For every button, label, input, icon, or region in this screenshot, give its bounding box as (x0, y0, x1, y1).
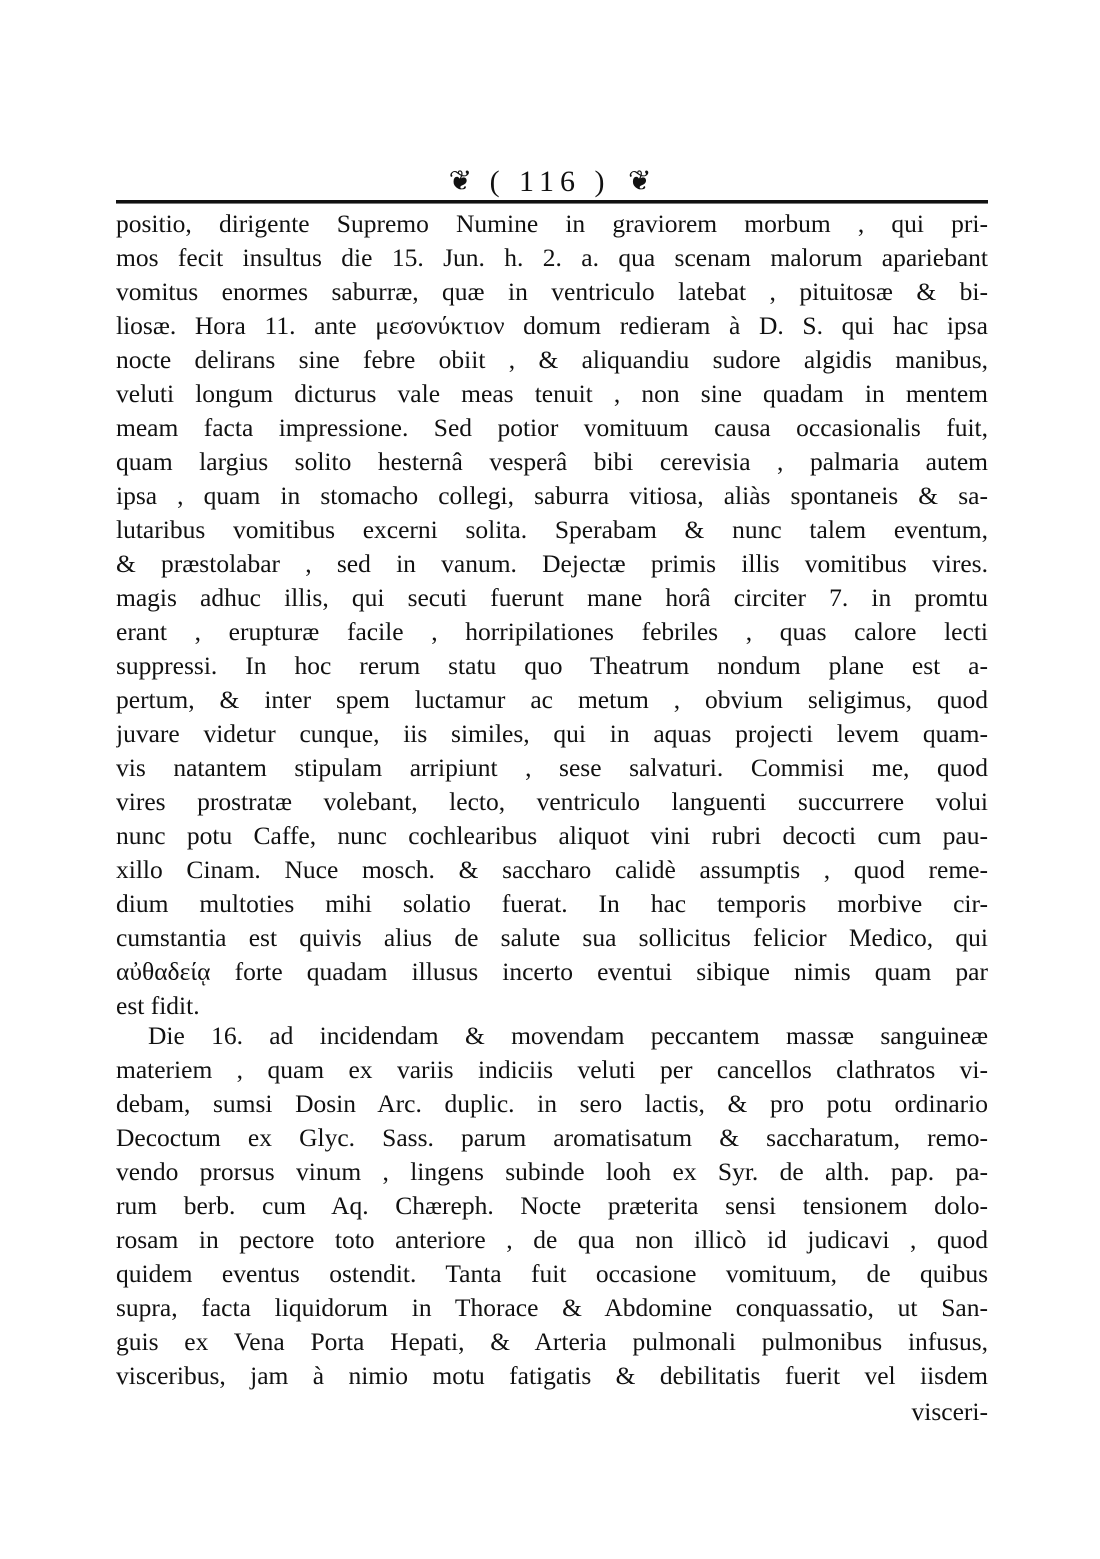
text-line: veluti longum dicturus vale meas tenuit , non sine quadam in mentem (116, 379, 988, 408)
text-line: Die 16. ad incidendam & movendam peccantem massæ sanguineæ (148, 1021, 988, 1050)
paragraph-1 (116, 207, 988, 1023)
text-line: meam facta impressione. Sed potior vomituum causa occasionalis fuit, (116, 413, 988, 442)
text-line: positio, dirigente Supremo Numine in graviorem morbum , qui pri- (116, 209, 988, 238)
text-line: dium multoties mihi solatio fuerat. In hac temporis morbive cir- (116, 889, 988, 918)
text-line: guis ex Vena Porta Hepati, & Arteria pulmonali pulmonibus infusus, (116, 1327, 988, 1356)
running-header (0, 160, 1100, 202)
catchword: visceri- (911, 1397, 988, 1426)
text-line: vendo prorsus vinum , lingens subinde looh ex Syr. de alth. pap. pa- (116, 1157, 988, 1186)
text-line: mos fecit insultus die 15. Jun. h. 2. a. qua scenam malorum apariebant (116, 243, 988, 272)
text-line: erant , erupturæ facile , horripilationes febriles , quas calore lecti (116, 617, 988, 646)
text-line: magis adhuc illis, qui secuti fuerunt mane horâ circiter 7. in promtu (116, 583, 988, 612)
text-line: visceribus, jam à nimio motu fatigatis & debilitatis fuerit vel iisdem (116, 1361, 988, 1390)
text-line: debam, sumsi Dosin Arc. duplic. in sero lactis, & pro potu ordinario (116, 1089, 988, 1118)
text-line: vires prostratæ volebant, lecto, ventriculo languenti succurrere volui (116, 787, 988, 816)
fleuron-ornament-right-icon: ❦ (627, 166, 652, 198)
text-line: est fidit. (116, 991, 200, 1020)
text-line: rum berb. cum Aq. Chæreph. Nocte præterita sensi tensionem dolo- (116, 1191, 988, 1220)
page-number: ( 116 ) (489, 165, 611, 199)
header-rule (116, 200, 988, 203)
paragraph-2 (116, 1019, 988, 1393)
text-line: pertum, & inter spem luctamur ac metum , obvium seligimus, quod (116, 685, 988, 714)
text-line: rosam in pectore toto anteriore , de qua non illicò id judicavi , quod (116, 1225, 988, 1254)
text-line: suppressi. In hoc rerum statu quo Theatrum nondum plane est a- (116, 651, 988, 680)
text-line: vomitus enormes saburræ, quæ in ventriculo latebat , pituitosæ & bi- (116, 277, 988, 306)
text-line: nocte delirans sine febre obiit , & aliquandiu sudore algidis manibus, (116, 345, 988, 374)
text-line: Decoctum ex Glyc. Sass. parum aromatisatum & saccharatum, remo- (116, 1123, 988, 1152)
text-line: xillo Cinam. Nuce mosch. & saccharo calidè assumptis , quod reme- (116, 855, 988, 884)
text-line: juvare videtur cunque, iis similes, qui in aquas projecti levem quam- (116, 719, 988, 748)
fleuron-ornament-left-icon: ❦ (448, 166, 473, 198)
text-line: quidem eventus ostendit. Tanta fuit occasione vomituum, de quibus (116, 1259, 988, 1288)
text-line: lutaribus vomitibus excerni solita. Sperabam & nunc talem eventum, (116, 515, 988, 544)
text-line: supra, facta liquidorum in Thorace & Abdomine conquassatio, ut San- (116, 1293, 988, 1322)
text-line: quam largius solito hesternâ vesperâ bibi cerevisia , palmaria autem (116, 447, 988, 476)
text-line: materiem , quam ex variis indiciis veluti per cancellos clathratos vi- (116, 1055, 988, 1084)
text-line: & præstolabar , sed in vanum. Dejectæ primis illis vomitibus vires. (116, 549, 988, 578)
text-line: cumstantia est quivis alius de salute sua sollicitus felicior Medico, qui (116, 923, 988, 952)
text-line: liosæ. Hora 11. ante μεσονύκτιον domum redieram à D. S. qui hac ipsa (116, 311, 988, 340)
text-line: nunc potu Caffe, nunc cochlearibus aliquot vini rubri decocti cum pau- (116, 821, 988, 850)
text-line: αὐθαδείᾳ forte quadam illusus incerto eventui sibique nimis quam par (116, 957, 988, 986)
text-line: ipsa , quam in stomacho collegi, saburra vitiosa, aliàs spontaneis & sa- (116, 481, 988, 510)
text-line: vis natantem stipulam arripiunt , sese salvaturi. Commisi me, quod (116, 753, 988, 782)
